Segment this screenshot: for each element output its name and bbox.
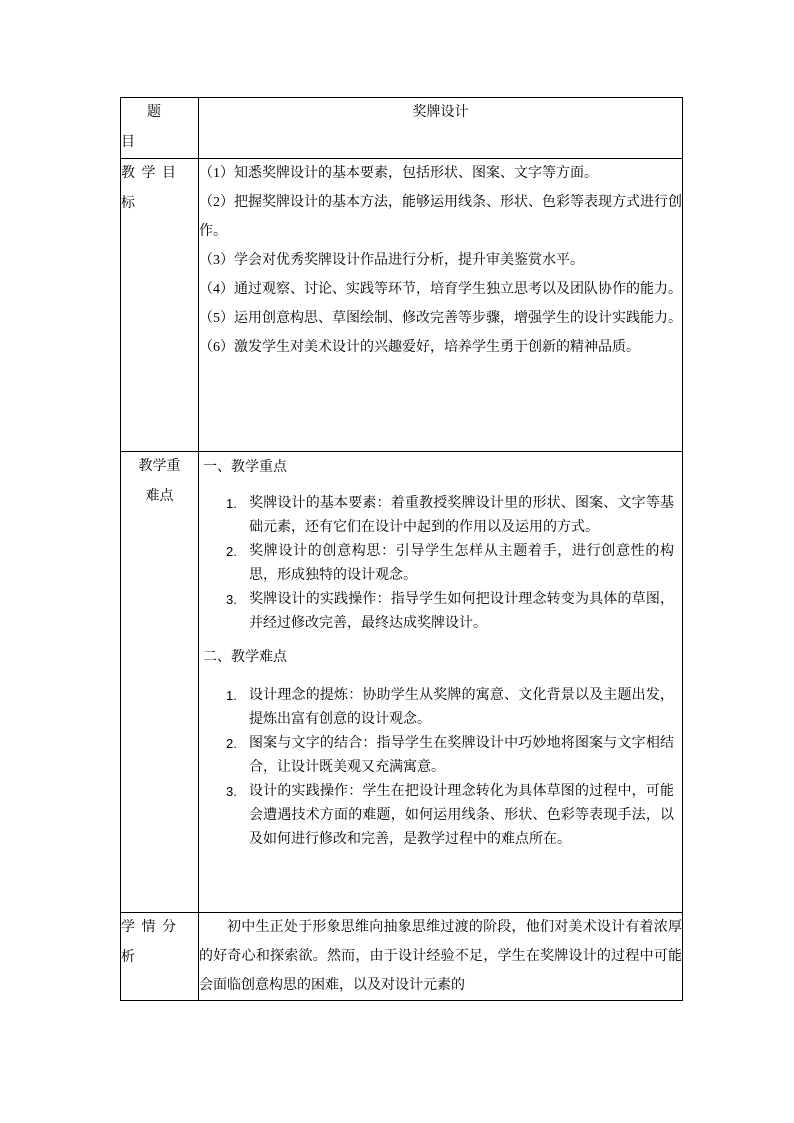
keypoints-cell bbox=[199, 452, 683, 913]
objective-item: （1）知悉奖牌设计的基本要素，包括形状、图案、文字等方面。 bbox=[199, 166, 598, 181]
table-row-title bbox=[121, 98, 683, 159]
row-header-line: 教 学 目 bbox=[121, 166, 176, 181]
row-header-line: 目 bbox=[121, 135, 135, 150]
item-text: 设计理念的提炼：协助学生从奖牌的寓意、文化背景以及主题出发，提炼出富有创意的设计观念。 bbox=[249, 688, 674, 727]
focus-list bbox=[199, 492, 682, 636]
list-item bbox=[199, 492, 682, 540]
row-header-line: 难点 bbox=[145, 489, 174, 504]
row-header-line: 学 情 分 bbox=[121, 920, 176, 935]
item-number: 1. bbox=[226, 688, 237, 703]
difficulty-list bbox=[199, 684, 682, 852]
title-cell bbox=[199, 98, 683, 159]
item-number: 3. bbox=[226, 784, 237, 799]
list-item bbox=[199, 732, 682, 780]
row-header-objectives bbox=[121, 159, 199, 452]
row-header-keypoints bbox=[121, 452, 199, 913]
row-header-analysis bbox=[121, 913, 199, 1001]
item-text: 图案与文字的结合：指导学生在奖牌设计中巧妙地将图案与文字相结合，让设计既美观又充满寓意。 bbox=[249, 736, 674, 775]
item-number: 2. bbox=[226, 544, 237, 559]
analysis-cell bbox=[199, 913, 683, 1001]
item-text: 奖牌设计的基本要素：着重教授奖牌设计里的形状、图案、文字等基础元素，还有它们在设计中起到的作用以及运用的方式。 bbox=[249, 496, 674, 535]
table-row-objectives bbox=[121, 159, 683, 452]
item-number: 1. bbox=[226, 496, 237, 511]
row-header-line: 标 bbox=[121, 196, 135, 211]
objective-item: （5）运用创意构思、草图绘制、修改完善等步骤，增强学生的设计实践能力。 bbox=[199, 311, 682, 326]
item-text: 设计的实践操作：学生在把设计理念转化为具体草图的过程中，可能会遭遇技术方面的难题，如何运用线条、形状、色彩等表现手法，以及如何进行修改和完善，是教学过程中的难点所在。 bbox=[249, 784, 674, 847]
table-row-keypoints bbox=[121, 452, 683, 913]
objective-item: （2）把握奖牌设计的基本方法，能够运用线条、形状、色彩等表现方式进行创作。 bbox=[199, 195, 682, 239]
lesson-plan-table bbox=[120, 97, 683, 1001]
focus-section-heading: 一、教学重点 bbox=[203, 460, 287, 475]
objective-item: （4）通过观察、讨论、实践等环节，培育学生独立思考以及团队协作的能力。 bbox=[199, 282, 682, 297]
analysis-paragraph: 初中生正处于形象思维向抽象思维过渡的阶段，他们对美术设计有着浓厚的好奇心和探索欲。然而，由于设计经验不足，学生在奖牌设计的过程中可能会面临创意构思的困难，以及对设计元素的 bbox=[199, 920, 682, 993]
list-item bbox=[199, 684, 682, 732]
list-item bbox=[199, 780, 682, 852]
difficulty-section-heading: 二、教学难点 bbox=[203, 650, 287, 665]
table-row-analysis bbox=[121, 913, 683, 1001]
row-header-line: 教学重 bbox=[138, 459, 181, 474]
item-text: 奖牌设计的创意构思：引导学生怎样从主题着手，进行创意性的构思，形成独特的设计观念。 bbox=[249, 544, 674, 583]
item-text: 奖牌设计的实践操作：指导学生如何把设计理念转变为具体的草图，并经过修改完善，最终达成奖牌设计。 bbox=[249, 592, 674, 631]
row-header-title bbox=[121, 98, 199, 159]
item-number: 2. bbox=[226, 736, 237, 751]
item-number: 3. bbox=[226, 592, 237, 607]
objectives-cell bbox=[199, 159, 683, 452]
row-header-line: 题 bbox=[147, 105, 161, 120]
lesson-title: 奖牌设计 bbox=[412, 105, 469, 120]
list-item bbox=[199, 588, 682, 636]
row-header-line: 析 bbox=[121, 950, 135, 965]
list-item bbox=[199, 540, 682, 588]
objective-item: （6）激发学生对美术设计的兴趣爱好，培养学生勇于创新的精神品质。 bbox=[199, 340, 640, 355]
objective-item: （3）学会对优秀奖牌设计作品进行分析，提升审美鉴赏水平。 bbox=[199, 253, 584, 268]
